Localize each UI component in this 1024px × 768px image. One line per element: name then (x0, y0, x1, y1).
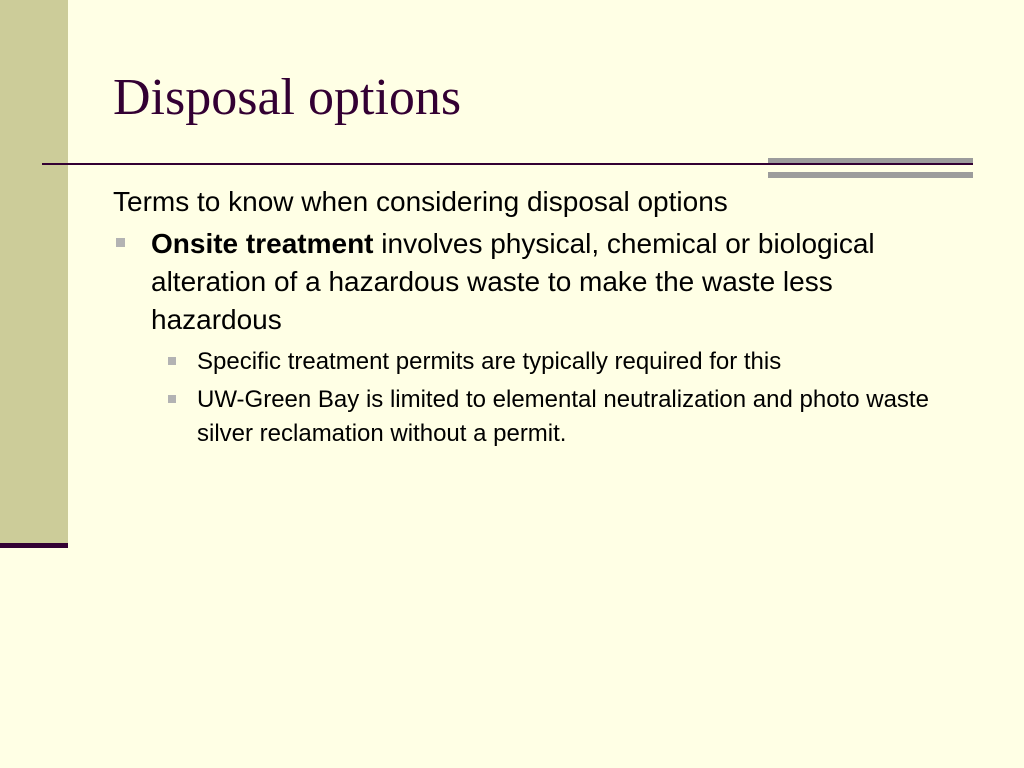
bullet-text: involves physical, chemical or biological alteration of a hazardous waste to make the waste less hazardous (151, 228, 875, 335)
subbullet-text: UW-Green Bay is limited to elemental neutralization and photo waste silver reclamation without a permit. (197, 386, 929, 447)
side-band-underline (0, 543, 68, 548)
square-bullet-icon (168, 395, 176, 403)
accent-bar-bottom (768, 172, 973, 178)
subbullet-treatment-permits (113, 345, 937, 379)
slide-title: Disposal options (113, 69, 462, 126)
subbullet-text: Specific treatment permits are typically required for this (197, 348, 782, 375)
square-bullet-icon (168, 357, 176, 365)
square-bullet-icon (116, 238, 125, 247)
bullet-term: Onsite treatment (151, 228, 374, 259)
title-rule (42, 163, 973, 165)
intro-text: Terms to know when considering disposal options (113, 186, 728, 217)
slide-body (113, 183, 983, 455)
bullet-onsite-treatment (113, 225, 931, 339)
side-decoration-band (0, 0, 68, 544)
subbullet-uw-green-bay (113, 383, 937, 451)
